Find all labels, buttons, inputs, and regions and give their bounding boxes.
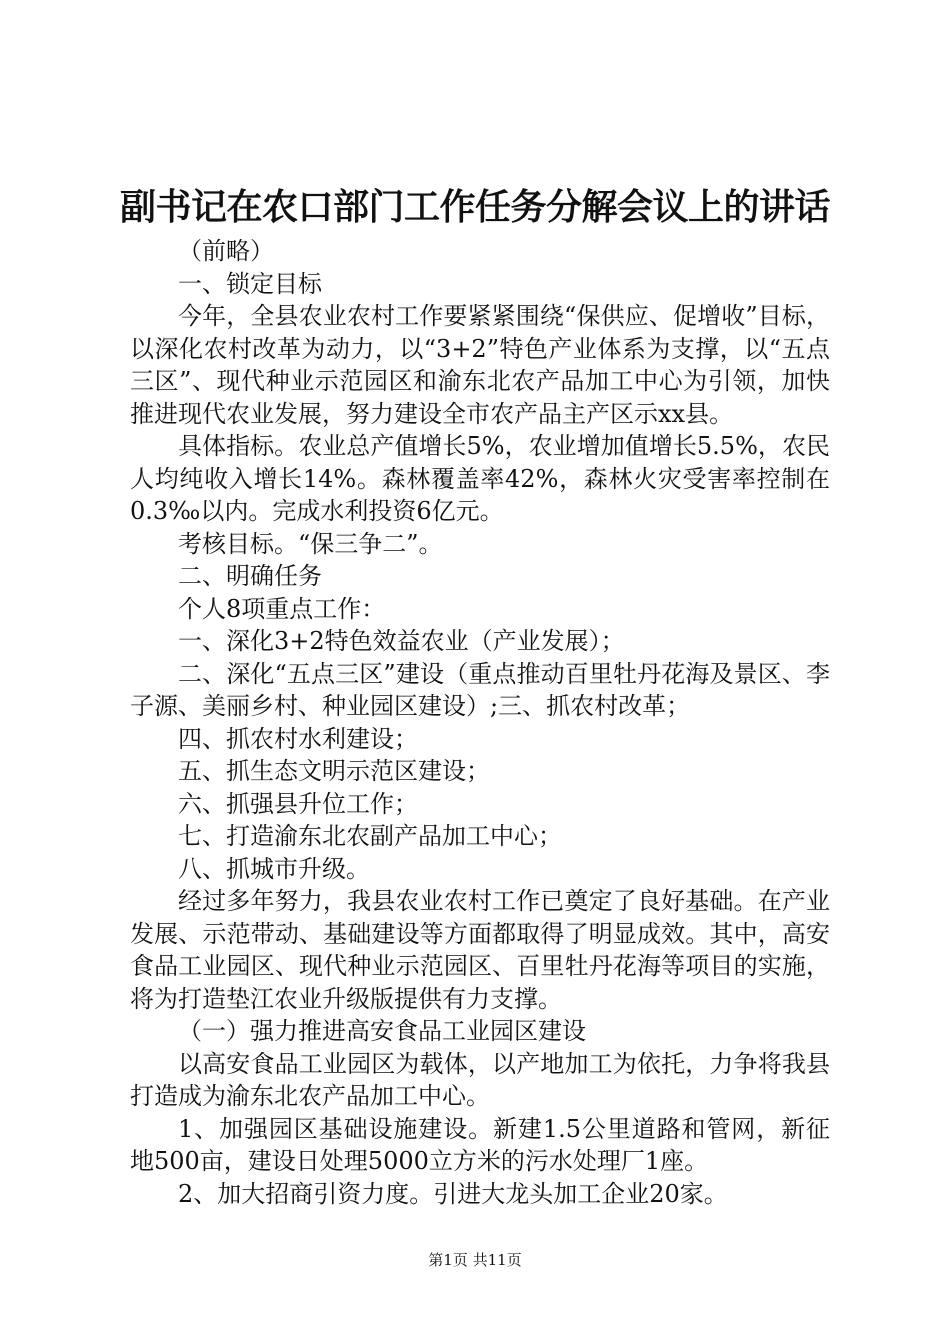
paragraph: 2、加大招商引资力度。引进大龙头加工企业20家。 [178, 1179, 728, 1208]
document-title: 副书记在农口部门工作任务分解会议上的讲话 [119, 187, 830, 228]
list-item: 二、深化“五点三区”建设（重点推动百里牡丹花海及景区、李子源、美丽乡村、种业园区建设）;三、抓农村改革； [130, 659, 830, 720]
paragraph-preamble: （前略） [178, 237, 274, 265]
section-heading-2: 二、明确任务 [178, 562, 322, 590]
paragraph: 经过多年努力，我县农业农村工作已奠定了良好基础。在产业发展、示范带动、基础建设等方面都取得了明显成效。其中，高安食品工业园区、现代种业示范园区、百里牡丹花海等项目的实施，将为打造垫江农业升级版提供有力支撑。 [130, 887, 830, 1013]
section-heading-1: 一、锁定目标 [178, 269, 322, 298]
list-item: 六、抓强县升位工作； [178, 789, 418, 818]
list-item: 一、深化3+2特色效益农业（产业发展）； [178, 627, 625, 655]
document-body [130, 235, 830, 1210]
paragraph: 1、加强园区基础设施建设。新建1.5公里道路和管网，新征地500亩，建设日处理5000立方米的污水处理厂1座。 [130, 1114, 830, 1175]
paragraph: 今年，全县农业农村工作要紧紧围绕“保供应、促增收”目标，以深化农村改革为动力，以“3+2”特色产业体系为支撑，以“五点三区”、现代种业示范园区和渝东北农产品加工中心为引领，加快推进现代农业发展，努力建设全市农产品主产区示xx县。 [130, 302, 830, 428]
paragraph: 以高安食品工业园区为载体，以产地加工为依托，力争将我县打造成为渝东北农产品加工中心。 [130, 1049, 830, 1110]
list-item: 七、打造渝东北农副产品加工中心； [178, 822, 562, 850]
subsection-heading: （一）强力推进高安食品工业园区建设 [178, 1017, 586, 1045]
list-item: 五、抓生态文明示范区建设； [178, 757, 490, 785]
list-item: 八、抓城市升级。 [178, 854, 370, 883]
page-footer: 第1页 共11页 [428, 1251, 522, 1269]
list-item: 四、抓农村水利建设； [178, 724, 418, 753]
paragraph: 考核目标。“保三争二”。 [178, 529, 443, 558]
paragraph: 个人8项重点工作： [178, 594, 386, 623]
paragraph: 具体指标。农业总产值增长5%，农业增加值增长5.5%，农民人均纯收入增长14%。森林覆盖率42%，森林火灾受害率控制在0.3‰以内。完成水利投资6亿元。 [130, 432, 830, 525]
